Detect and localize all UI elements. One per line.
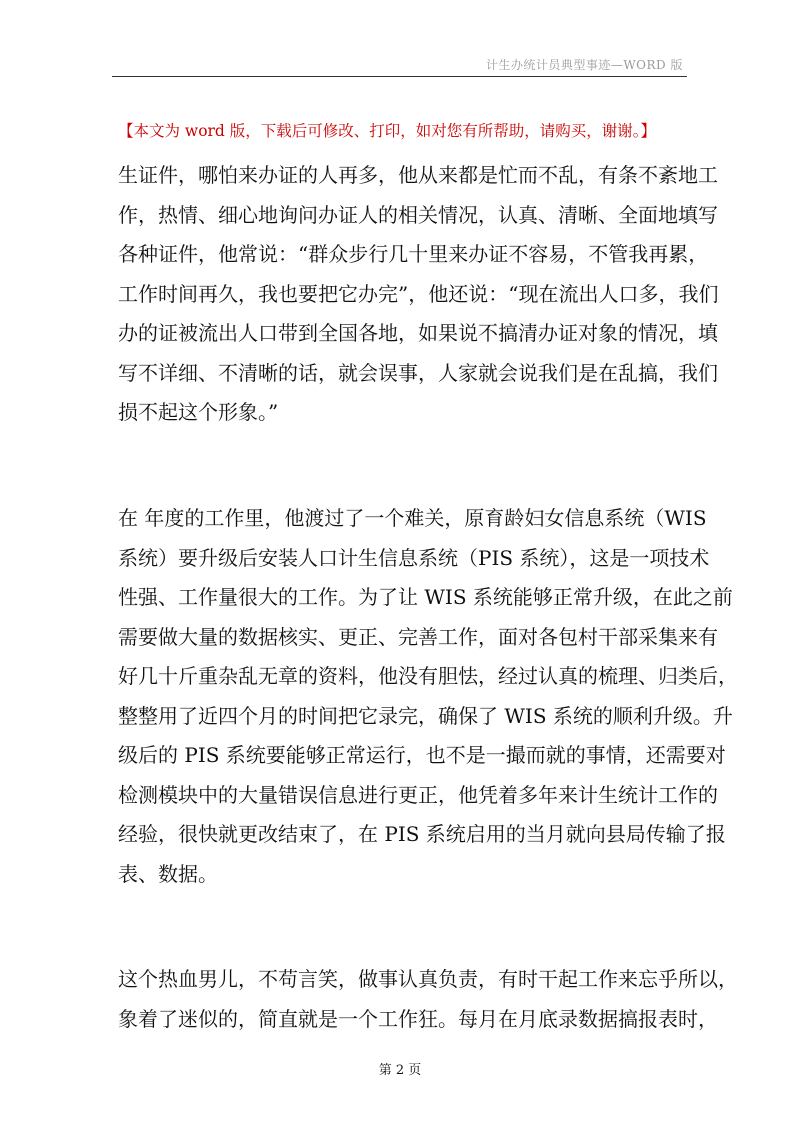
paragraph-1 xyxy=(118,156,719,433)
paragraph-2 xyxy=(118,499,738,894)
text-line: 在 年度的工作里，他渡过了一个难关，原育龄妇女信息系统（WIS xyxy=(118,506,707,530)
text-line: 损不起这个形象。” xyxy=(118,400,279,424)
text-line: 系统）要升级后安装人口计生信息系统（PIS 系统），这是一项技术 xyxy=(118,545,710,570)
paragraph-3 xyxy=(118,960,738,1039)
text-line: 这个热血男儿，不苟言笑，做事认真负责，有时干起工作来忘乎所以， xyxy=(118,967,738,991)
text-line: 性强、工作量很大的工作。为了让 WIS 系统能够正常升级，在此之前 xyxy=(118,585,733,609)
purchase-notice: 【本文为 word 版，下载后可修改、打印，如对您有所帮助，请购买，谢谢。】 xyxy=(118,122,657,140)
text-line: 需要做大量的数据核实、更正、完善工作，面对各包村干部采集来有 xyxy=(118,624,718,649)
text-line: 整整用了近四个月的时间把它录完，确保了 WIS 系统的顺利升级。升 xyxy=(118,703,733,728)
text-line: 各种证件，他常说：“群众步行几十里来办证不容易，不管我再累， xyxy=(118,242,709,266)
text-line: 写不详细、不清晰的话，就会误事，人家就会说我们是在乱搞，我们 xyxy=(118,360,718,385)
page-number: 第 2 页 xyxy=(378,1063,422,1078)
text-line: 生证件，哪怕来办证的人再多，他从来都是忙而不乱，有条不紊地工 xyxy=(118,163,718,187)
text-line: 象着了迷似的，简直就是一个工作狂。每月在月底录数据搞报表时， xyxy=(118,1006,718,1031)
text-line: 级后的 PIS 系统要能够正常运行，也不是一撮而就的事情，还需要对 xyxy=(118,743,726,767)
text-line: 工作时间再久，我也要把它办完”，他还说：“现在流出人口多，我们 xyxy=(118,281,719,306)
page-header xyxy=(112,52,687,77)
header-title: 计生办统计员典型事迹—WORD 版 xyxy=(485,58,683,72)
text-line: 好几十斤重杂乱无章的资料，他没有胆怯，经过认真的梳理、归类后， xyxy=(118,664,738,688)
text-line: 经验，很快就更改结束了，在 PIS 系统启用的当月就向县局传输了报 xyxy=(118,822,726,846)
text-line: 办的证被流出人口带到全国各地，如果说不搞清办证对象的情况，填 xyxy=(118,321,718,345)
text-line: 表、数据。 xyxy=(118,861,218,886)
text-line: 作，热情、细心地询问办证人的相关情况，认真、清晰、全面地填写 xyxy=(118,202,718,227)
text-line: 检测模块中的大量错误信息进行更正，他凭着多年来计生统计工作的 xyxy=(118,782,718,807)
